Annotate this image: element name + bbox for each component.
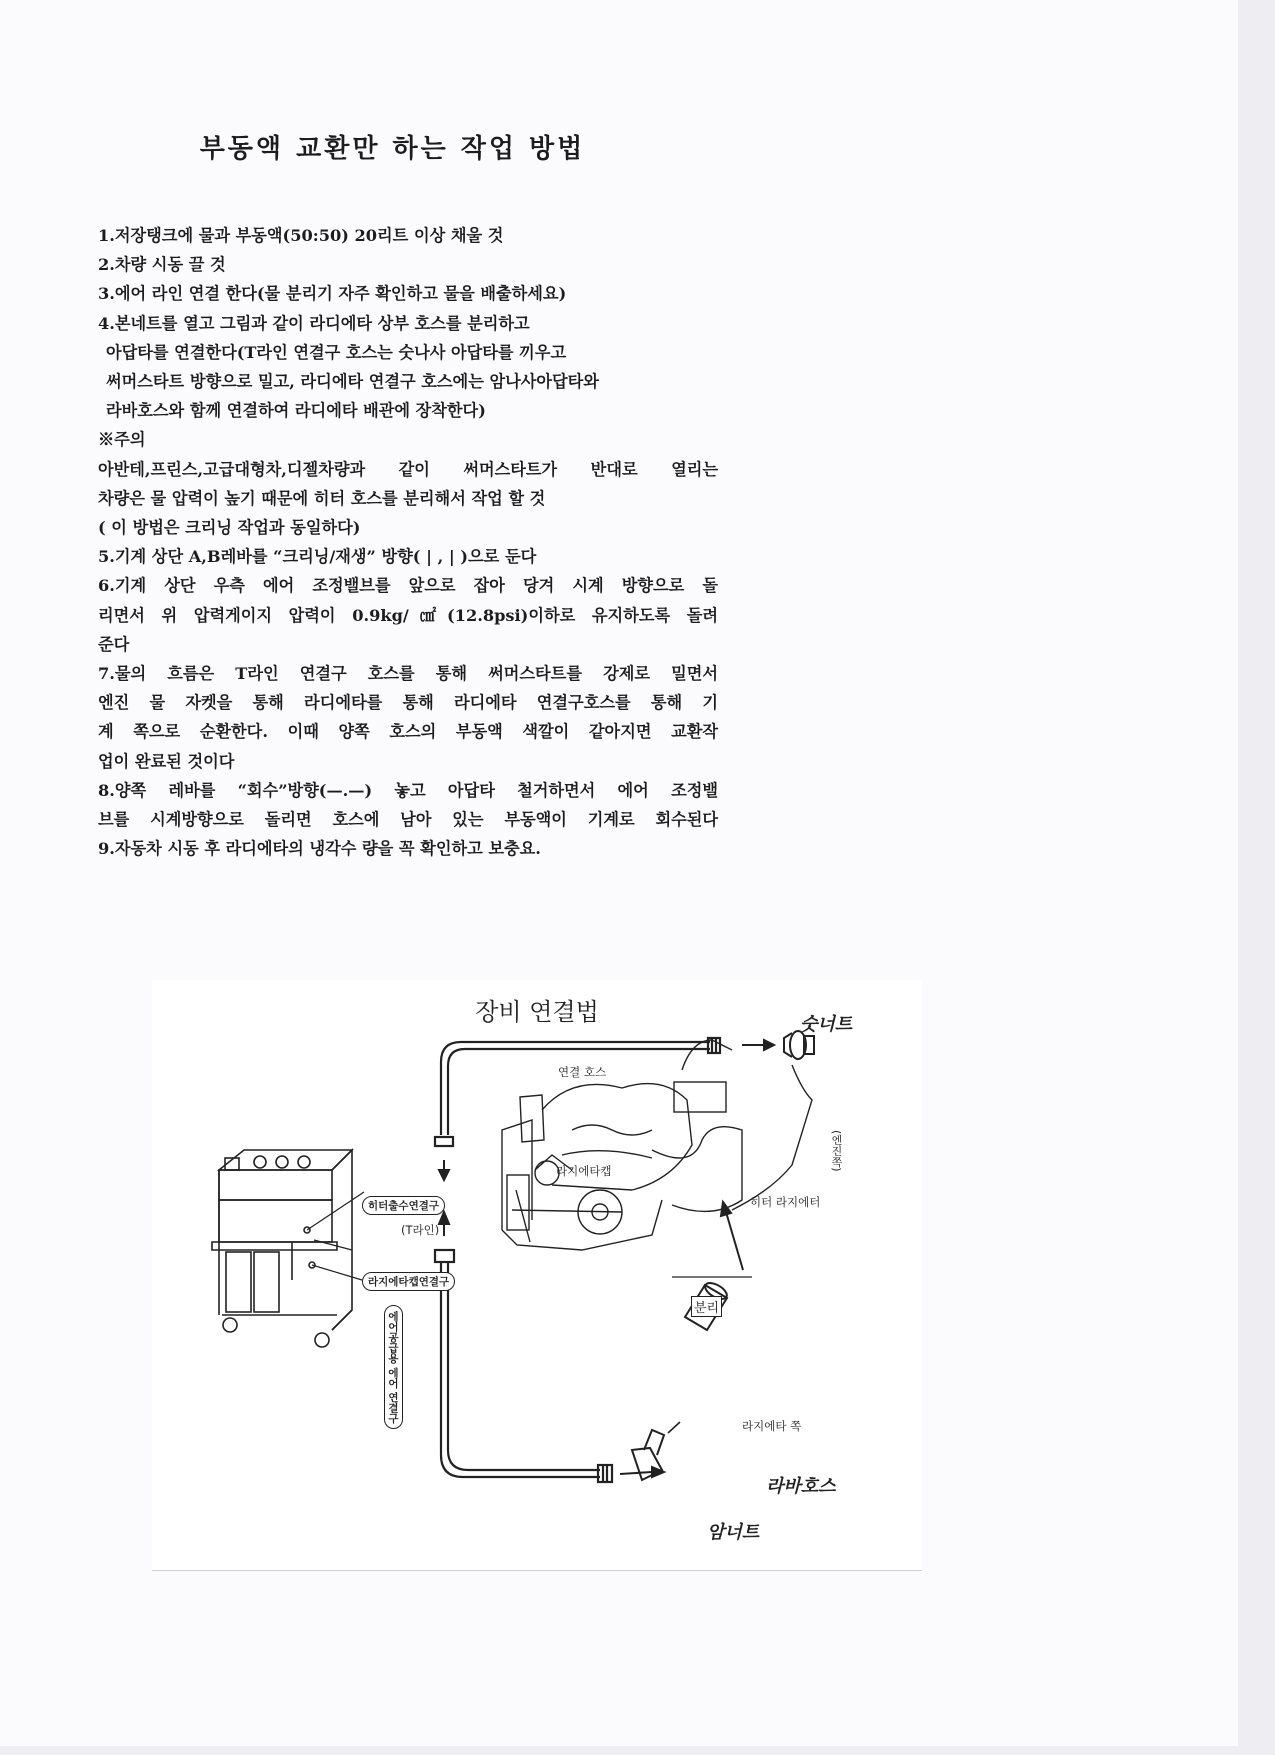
male-nut-label: 숫너트 (800, 1014, 853, 1035)
text-line: 라바호스와 함께 연결하여 라디에타 배관에 장착한다) (106, 401, 486, 421)
text-line: 써머스타트 방향으로 밀고, 라디에타 연결구 호스에는 암나사아답타와 (106, 372, 599, 392)
text-line: 준다 (98, 634, 130, 654)
hose-fitting (598, 1465, 612, 1482)
connect-hose-top-inner (448, 1049, 710, 1135)
text-line: 계 쪽으로 순환한다. 이때 양쪽 호스의 부동액 색깔이 같아지면 교환작 (98, 722, 718, 742)
female-nut-label: 암너트 (707, 1522, 760, 1543)
text-line: ( 이 방법은 크리닝 작업과 동일하다) (98, 518, 361, 538)
hose-nut (435, 1137, 453, 1146)
text-line: 엔진 물 자켓을 통해 라디에타를 통해 라디에타 연결구호스를 통해 기 (98, 693, 718, 713)
figure-title: 장비 연결법 (475, 998, 599, 1026)
radiator-side-label: 라지에타 쪽 (742, 1419, 802, 1433)
figure-divider (152, 1570, 922, 1571)
separate-label: 분리 (691, 1296, 722, 1317)
instruction-text (98, 221, 718, 863)
scan-edge (0, 1746, 1275, 1755)
text-line: 차량은 물 압력이 높기 때문에 히터 호스를 분리해서 작업 할 것 (98, 488, 546, 508)
rubber-hose-label: 라바호스 (766, 1476, 836, 1497)
hose-fitting (435, 1250, 454, 1262)
connect-hose-bottom (441, 1262, 600, 1477)
text-line: 업이 완료된 것이다 (98, 751, 235, 771)
engine-side-label: (엔진쪽) (830, 1130, 843, 1172)
connect-hose-label: 연결 호스 (558, 1065, 607, 1079)
text-line: 7.물의 흐름은 T라인 연결구 호스를 통해 써머스타트를 강제로 밀면서 (98, 664, 718, 684)
text-line: 4.본네트를 열고 그림과 같이 라디에타 상부 호스를 분리하고 (98, 313, 530, 333)
text-line: 5.기계 상단 A,B레바를 “크리닝/재생” 방향( | , | )으로 둔다 (98, 547, 537, 567)
text-line: 브를 시계방향으로 돌리면 호스에 남아 있는 부동액이 기계로 회수된다 (98, 810, 718, 830)
heater-radiator-label: 히터 라지에터 (750, 1195, 821, 1209)
caution-heading: ※주의 (98, 430, 146, 450)
text-line: 2.차량 시동 끌 것 (98, 255, 226, 275)
text-line: 6.기계 상단 우측 에어 조정밸브를 앞으로 잡아 당겨 시계 방향으로 돌 (98, 576, 718, 596)
text-line: 아반테,프린스,고급대형차,디젤차량과 같이 써머스타트가 반대로 열리는 (98, 459, 718, 479)
text-line: 9.자동차 시동 후 라디에타의 냉각수 량을 꼭 확인하고 보충요. (98, 839, 541, 859)
connection-diagram (152, 980, 922, 1570)
text-line: 리면서 위 압력게이지 압력이 0.9kg/㎠(12.8psi)이하로 유지하도록 돌려 (98, 605, 718, 625)
connect-hose-bottom-inner (448, 1262, 600, 1470)
text-line: 8.양쪽 레바를 “회수”방향(—.—) 놓고 아답타 철거하면서 에어 조정밸 (98, 780, 718, 800)
page-title: 부동액 교환만 하는 작업 방법 (199, 134, 586, 164)
t-line-label: (T라인) (401, 1223, 440, 1237)
heater-connector-label: 히터출수연결구 (362, 1196, 445, 1215)
air-connector-label: 에어공급용 에어 연결구 (384, 1305, 403, 1429)
radiator-connector-label: 라지에타캡연결구 (362, 1272, 455, 1291)
engine-drawing (502, 1040, 742, 1250)
text-line: 3.에어 라인 연결 한다(물 분리기 자주 확인하고 물을 배출하세요) (98, 284, 567, 304)
text-line: 아답타를 연결한다(T라인 연결구 호스는 숫나사 아답타를 끼우고 (106, 342, 567, 362)
text-line: 1.저장탱크에 물과 부동액(50:50) 20리트 이상 채울 것 (98, 226, 504, 245)
radiator-cap-label: 라지에타캡 (556, 1164, 612, 1178)
coolant-machine-drawing (212, 1150, 352, 1347)
scan-edge (1238, 0, 1275, 1755)
